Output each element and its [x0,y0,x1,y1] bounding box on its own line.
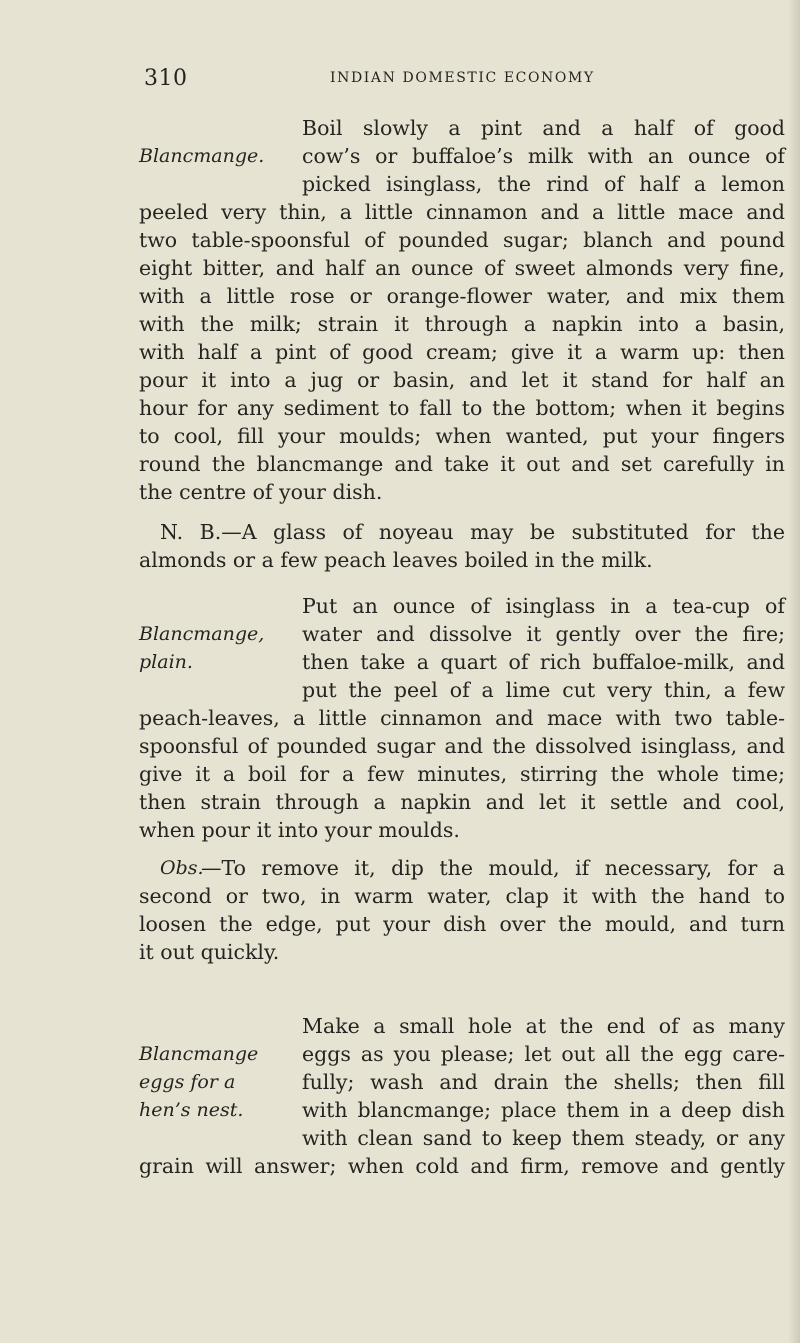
text-line: spoonsful of pounded sugar and the dissolved isinglass, and [139,734,785,758]
obs-line: loosen the edge, put your dish over the mould, and turn [139,912,785,936]
text-line: put the peel of a lime cut very thin, a few [302,678,785,702]
note-line: N. B.—A glass of noyeau may be substituted for the [160,520,785,544]
recipe-title-cont: eggs for a [139,1071,236,1093]
text-line: eight bitter, and half an ounce of sweet almonds very fine, [139,256,785,280]
text-line: to cool, fill your moulds; when wanted, put your fingers [139,424,785,448]
text-line: peach-leaves, a little cinnamon and mace with two table- [139,706,785,730]
text-line: then strain through a napkin and let it settle and cool, [139,790,785,814]
page-header [0,66,800,92]
recipe-title-cont: hen’s nest. [139,1099,244,1121]
text-line: give it a boil for a few minutes, stirring the whole time; [139,762,785,786]
text-line: Put an ounce of isinglass in a tea-cup of [302,594,785,618]
text-line: with the milk; strain it through a napkin into a basin, [139,312,785,336]
obs-line: second or two, in warm water, clap it with the hand to [139,884,785,908]
text-line: then take a quart of rich buffaloe-milk, and [302,650,785,674]
note-line: almonds or a few peach leaves boiled in the milk. [139,548,653,572]
recipe-title: Blancmange, [139,623,265,645]
text-line: peeled very thin, a little cinnamon and a little mace and [139,200,785,224]
recipe-title: Blancmange [139,1043,259,1065]
text-line: with half a pint of good cream; give it a warm up: then [139,340,785,364]
text-line: with blancmange; place them in a deep dish [302,1098,785,1122]
recipe-title: Blancmange. [139,145,265,167]
page-number: 310 [144,66,188,91]
obs-label: Obs. [160,857,204,879]
text-line: cow’s or buffaloe’s milk with an ounce of [302,144,785,168]
text-line: picked isinglass, the rind of half a lemon [302,172,785,196]
text-line: pour it into a jug or basin, and let it stand for half an [139,368,785,392]
text-line: grain will answer; when cold and firm, remove and gently [139,1154,785,1178]
text-line: the centre of your dish. [139,480,383,504]
text-line: when pour it into your moulds. [139,818,460,842]
page-edge [788,0,800,1343]
text-line: eggs as you please; let out all the egg care- [302,1042,785,1066]
text-line: hour for any sediment to fall to the bottom; when it begins [139,396,785,420]
text-line: water and dissolve it gently over the fire; [302,622,785,646]
obs-line: it out quickly. [139,940,280,964]
text-line: two table-spoonsful of pounded sugar; blanch and pound [139,228,785,252]
text-line: Boil slowly a pint and a half of good [302,116,785,140]
running-title: INDIAN DOMESTIC ECONOMY [330,70,595,86]
text-line: Make a small hole at the end of as many [302,1014,785,1038]
text-line: with a little rose or orange-flower water, and mix them [139,284,785,308]
recipe-title-cont: plain. [139,651,193,673]
text-line: round the blancmange and take it out and set carefully in [139,452,785,476]
obs-line: —To remove it, dip the mould, if necessary, for a [201,856,785,880]
text-line: with clean sand to keep them steady, or any [302,1126,785,1150]
text-line: fully; wash and drain the shells; then fill [302,1070,785,1094]
